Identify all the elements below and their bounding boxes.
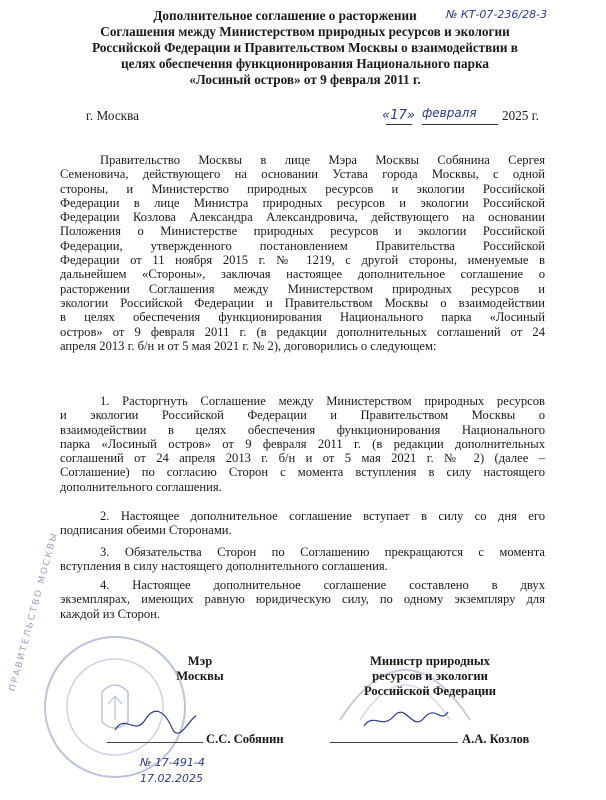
date-day: «17» (382, 108, 416, 123)
right-signatory-name: А.А. Козлов (462, 732, 530, 746)
bottom-handwritten-date: 17.02.2025 (140, 772, 203, 785)
clause-line: и экологии Российской Федерации и Правительством Москвы о (60, 408, 545, 423)
date-year: 2025 г. (502, 108, 539, 123)
right-title-line: Российской Федерации (363, 684, 497, 698)
clause-line: 3. Обязательства Сторон по Соглашению прекращаются с момента (100, 545, 545, 559)
left-signatory-title (160, 654, 240, 684)
preamble-line: Федерации, утвержденного постановлением Правительства Российской (60, 238, 545, 253)
day-underline (386, 124, 412, 125)
handwritten-registration-number: № КТ-07-236/28-3 (446, 8, 548, 21)
preamble-line: Федерации Козлова Александра Александровича, действующего на основании (60, 210, 545, 225)
right-signature (360, 706, 450, 736)
date-month: февраля (422, 106, 477, 120)
preamble-paragraph (60, 153, 545, 353)
clause-line: подписания обеими Сторонами. (60, 523, 232, 538)
clause-line: 4. Настоящее дополнительное соглашение составлено в двух (100, 578, 545, 592)
preamble-line: Федерации в лице Министра природных ресурсов и экологии Российской (60, 195, 545, 210)
clause-line: соглашений от 24 апреля 2013 г. б/н и от 5 мая 2021 г. № 2) (далее – (60, 451, 545, 466)
left-title-line: Мэр (187, 654, 213, 668)
clause-line: вступления в силу настоящего дополнительного соглашения. (60, 559, 388, 574)
left-signature (110, 708, 200, 738)
right-signatory-title (330, 654, 530, 699)
left-signature-line (107, 742, 203, 743)
month-underline (422, 124, 498, 125)
clause-line: каждой из Сторон. (60, 606, 161, 621)
preamble-line: Правительство Москвы в лице Мэра Москвы Собянина Сергея (100, 153, 545, 167)
title-line: Соглашения между Министерством природных ресурсов и экологии (100, 24, 510, 39)
right-title-line: ресурсов и экологии (372, 669, 488, 683)
right-signature-line (330, 742, 458, 743)
preamble-line: остров» от 9 февраля 2011 г. (в редакции дополнительных соглашений от 24 (60, 324, 545, 339)
clause-2 (60, 509, 545, 538)
clause-line: взаимодействии в целях обеспечения функционирования Национального (60, 422, 545, 437)
preamble-line: апреля 2013 г. б/н и от 5 мая 2021 г. № 2), договорились о следующем: (60, 338, 437, 353)
left-signatory-name: С.С. Собянин (206, 732, 284, 746)
title-line: целях обеспечения функционирования Национального парка (121, 56, 489, 71)
clause-line: экземплярах, имеющих равную юридическую силу, по одному экземпляру для (60, 592, 545, 607)
clause-3 (60, 545, 545, 574)
clause-1 (60, 394, 545, 494)
preamble-line: расторжении Соглашения между Министерством природных ресурсов и (60, 281, 545, 296)
left-title-line: Москвы (176, 669, 224, 683)
preamble-line: Положения о Министерстве природных ресурсов и экологии Российской (60, 224, 545, 239)
title-line: Российской Федерации и Правительством Москвы о взаимодействии в (92, 40, 518, 55)
clause-4 (60, 578, 545, 621)
title-line: «Лосиный остров» от 9 февраля 2011 г. (189, 72, 421, 87)
seal-text: ПРАВИТЕЛЬСТВО МОСКВЫ (8, 530, 61, 693)
preamble-line: Семеновича, действующего на основании Устава города Москвы, с одной (60, 167, 545, 182)
right-title-line: Министр природных (370, 654, 490, 668)
clause-line: 2. Настоящее дополнительное соглашение вступает в силу со дня его (100, 509, 545, 523)
bottom-handwritten-number: № 17-491-4 (140, 756, 205, 769)
clause-line: Соглашение) по согласию Сторон с момента вступления в силу настоящего (60, 465, 545, 480)
preamble-line: в целях обеспечения функционирования Национального парка «Лосиный (60, 310, 545, 325)
title-line: Дополнительное соглашение о расторжении (153, 8, 417, 23)
clause-line: дополнительного соглашения. (60, 479, 222, 494)
clause-line: 1. Расторгнуть Соглашение между Министерством природных ресурсов (100, 394, 545, 408)
clause-line: парка «Лосиный остров» от 9 февраля 2011 г. (в редакции дополнительных (60, 436, 545, 451)
preamble-line: экологии Российской Федерации и Правительством Москвы о взаимодействии (60, 295, 545, 310)
preamble-line: дальнейшем «Стороны», заключая настоящее дополнительное соглашение о (60, 267, 545, 282)
preamble-line: стороны, и Министерство природных ресурсов и экологии Российской (60, 181, 545, 196)
city: г. Москва (86, 108, 139, 123)
preamble-line: Федерации от 11 ноября 2015 г. № 1219, с другой стороны, именуемые в (60, 253, 545, 268)
